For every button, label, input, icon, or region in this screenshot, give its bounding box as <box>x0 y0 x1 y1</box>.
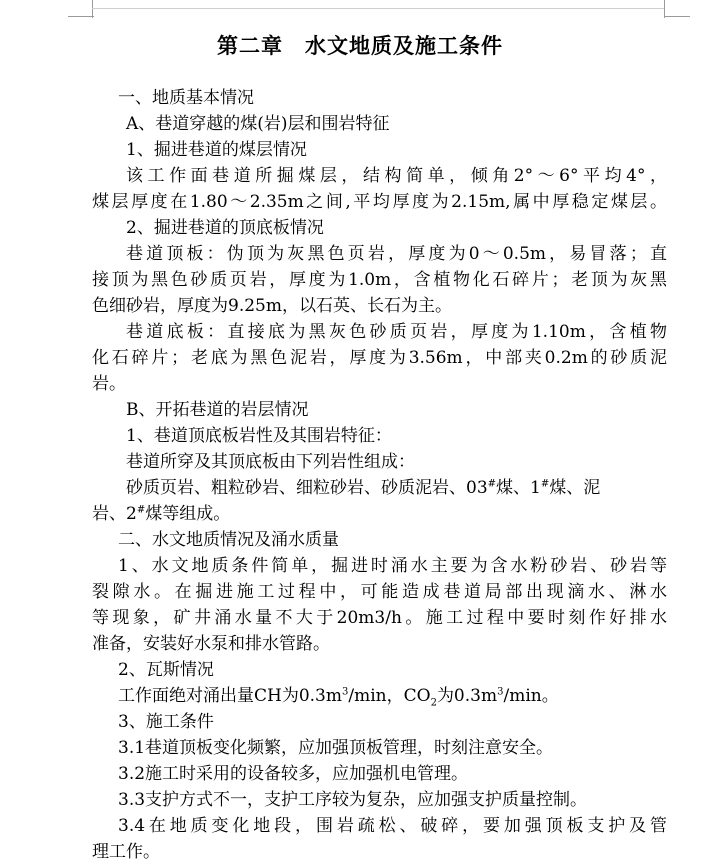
corner-mark-right-v <box>664 0 665 18</box>
text-run: 煤、1 <box>496 478 541 498</box>
list-item: 3.2施工时采用的设备较多，应加强机电管理。 <box>118 764 469 784</box>
paragraph-line: 1、水文地质条件简单，掘进时涌水主要为含水粉砂岩、砂岩等 <box>118 556 667 576</box>
text-run: 为0.3m <box>436 686 498 706</box>
text-run: /min。 <box>503 686 559 706</box>
subsection-heading-a: A、巷道穿越的煤(岩)层和围岩特征 <box>126 114 390 134</box>
item-heading: 1、掘进巷道的煤层情况 <box>126 140 307 160</box>
text-run: 煤等组成。 <box>145 504 231 524</box>
list-item: 3.3支护方式不一，支护工序较为复杂，应加强支护质量控制。 <box>118 790 588 810</box>
list-item: 3.4在地质变化地段，围岩疏松、破碎，要加强顶板支护及管 <box>118 816 667 836</box>
text-run: /min，CO <box>348 686 431 706</box>
page-title: 第二章 水文地质及施工条件 <box>217 33 503 58</box>
paragraph-line: 煤层厚度在1.80～2.35m之间,平均厚度为2.15m,属中厚稳定煤层。 <box>92 192 667 212</box>
list-item-continuation: 理工作。 <box>92 842 160 862</box>
header-rule <box>92 8 664 9</box>
paragraph-line-rock-types <box>92 475 667 501</box>
list-item: 3.1巷道顶板变化频繁，应加强顶板管理，时刻注意安全。 <box>118 738 554 758</box>
paragraph-line: 准备，安装好水泵和排水管路。 <box>92 634 330 654</box>
corner-mark-right-h <box>664 16 690 17</box>
paragraph-line: 化石碎片；老底为黑色泥岩，厚度为3.56m，中部夹0.2m的砂质泥 <box>92 348 667 368</box>
item-heading: 1、巷道顶底板岩性及其围岩特征： <box>126 426 392 446</box>
superscript: 3 <box>342 686 349 698</box>
paragraph-line: 巷道顶板：伪顶为灰黑色页岩，厚度为0～0.5m，易冒落；直 <box>126 244 667 264</box>
corner-mark-left-v <box>92 0 93 18</box>
superscript: # <box>136 504 146 516</box>
paragraph-line: 巷道底板：直接底为黑灰色砂质页岩，厚度为1.10m，含植物 <box>126 322 667 342</box>
section-heading-geology: 一、地质基本情况 <box>118 88 254 108</box>
text-run: 工作面绝对涌出量CH为0.3m <box>118 686 342 706</box>
item-heading: 2、瓦斯情况 <box>118 660 214 680</box>
text-run: 砂质页岩、粗粒砂岩、细粒砂岩、砂质泥岩、03 <box>126 478 488 498</box>
text-run: 煤、泥 <box>549 478 601 498</box>
corner-mark-left-h <box>68 16 94 17</box>
superscript: 3 <box>497 686 504 698</box>
paragraph-line: 接顶为黑色砂质页岩，厚度为1.0m，含植物化石碎片；老顶为灰黑 <box>92 270 667 290</box>
paragraph-line: 岩。 <box>92 374 126 394</box>
paragraph-line: 色细砂岩，厚度为9.25m，以石英、长石为主。 <box>92 296 452 316</box>
superscript: # <box>540 478 550 490</box>
text-run: 岩、2 <box>92 504 137 524</box>
subscript: 2 <box>430 697 437 709</box>
paragraph-line-gas <box>92 683 667 709</box>
paragraph-line: 裂隙水。在掘进施工过程中，可能造成巷道局部出现滴水、淋水 <box>92 582 667 602</box>
paragraph-line: 巷道所穿及其顶底板由下列岩性组成： <box>126 452 415 472</box>
paragraph-line: 等现象，矿井涌水量不大于20m3/h。施工过程中要时刻作好排水 <box>92 608 667 628</box>
paragraph-line-rock-types <box>92 501 667 527</box>
item-heading: 3、施工条件 <box>118 712 214 732</box>
superscript: # <box>487 478 497 490</box>
paragraph-line: 该工作面巷道所掘煤层，结构简单，倾角2°～6°平均4°， <box>126 166 667 186</box>
section-heading-hydrology: 二、水文地质情况及涌水质量 <box>118 530 339 550</box>
subsection-heading-b: B、开拓巷道的岩层情况 <box>126 400 309 420</box>
item-heading: 2、掘进巷道的顶底板情况 <box>126 218 324 238</box>
